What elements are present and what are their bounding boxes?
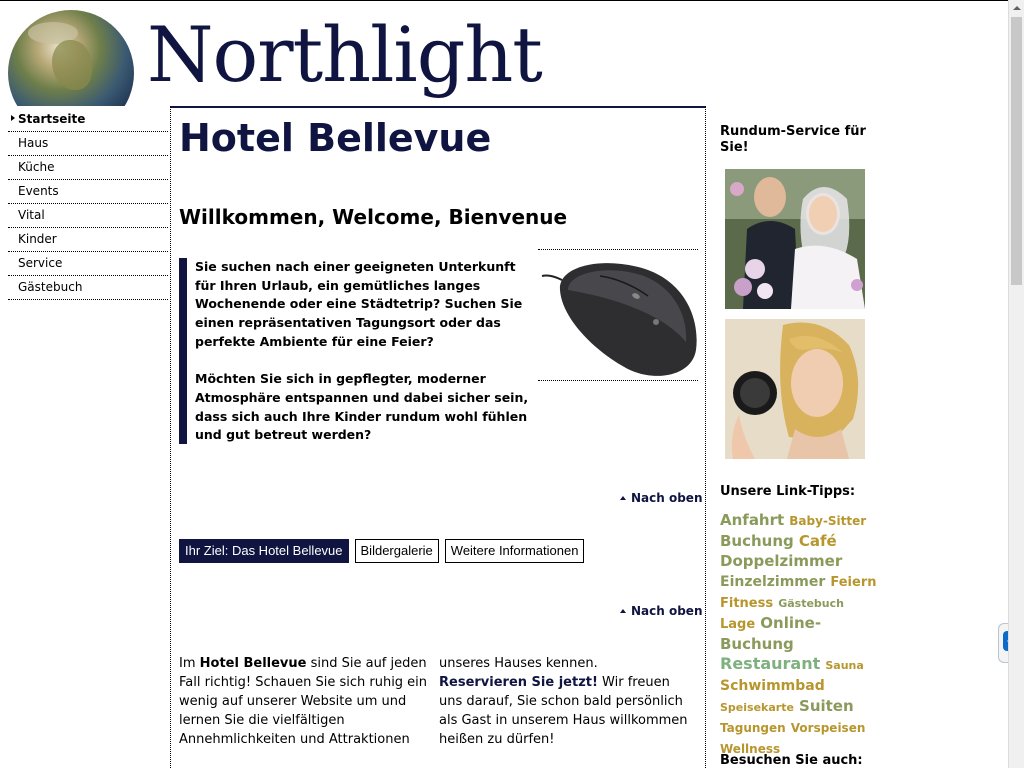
link-tip-tag[interactable]: Fitness (720, 596, 774, 611)
service-heading: Rundum-Service für Sie! (720, 124, 866, 155)
nav-item-haus[interactable] (8, 132, 168, 156)
back-to-top-label: Nach oben (631, 491, 703, 505)
nav-item-kueche[interactable] (8, 156, 168, 180)
nav-label: Service (18, 256, 63, 270)
back-to-top-label: Nach oben (631, 604, 703, 618)
nav-item-events[interactable] (8, 180, 168, 204)
nav-item-service[interactable] (8, 252, 168, 276)
nav-label: Vital (18, 208, 45, 222)
nav-label: Startseite (18, 112, 86, 126)
nav-item-gaestebuch[interactable] (8, 276, 168, 300)
link-tip-tag[interactable]: Online-Buchung (720, 614, 822, 653)
back-to-top-link-1[interactable] (620, 491, 703, 505)
hotel-name-bold: Hotel Bellevue (199, 656, 307, 671)
link-tip-tag[interactable]: Doppelzimmer (720, 552, 843, 570)
link-tip-tag[interactable]: Buchung (720, 532, 794, 550)
link-tip-tag[interactable]: Speisekarte (720, 701, 794, 714)
main-content (170, 106, 706, 768)
body-text: sind Sie auf jeden Fall richtig! Schauen Sie sich ruhig ein wenig auf unserer Website um und lernen Sie die vielfältigen Annehmlichkeiten und Attraktionen (179, 656, 428, 747)
arrow-up-icon (1013, 6, 1021, 10)
nav-item-startseite[interactable] (8, 108, 168, 132)
nav-label: Küche (18, 160, 55, 174)
link-tip-tag[interactable]: Schwimmbad (720, 678, 825, 694)
body-text: Im (179, 656, 200, 671)
nav-label: Gästebuch (18, 280, 83, 294)
nav-label: Events (18, 184, 59, 198)
site-logo[interactable]: Northlight (147, 10, 542, 99)
link-tip-tag[interactable]: Restaurant (720, 654, 821, 673)
intro-paragraph-2: Möchten Sie sich in gepflegter, moderner Atmosphäre entspannen und dabei sicher sein, dass sich auch Ihre Kinder rundum wohl fühlen und gut betreut werden? (195, 371, 529, 443)
link-tip-tag[interactable]: Suiten (799, 697, 854, 715)
link-tip-tag[interactable]: Wellness (720, 742, 781, 756)
back-to-top-link-2[interactable] (620, 604, 703, 618)
content-tabs (179, 539, 584, 563)
wedding-photo (725, 169, 865, 309)
page-title: Hotel Bellevue (179, 116, 492, 160)
body-text: unseres Hauses kennen. (439, 656, 598, 671)
welcome-heading: Willkommen, Welcome, Bienvenue (179, 205, 568, 229)
top-border (0, 0, 1008, 1)
arrow-up-icon (620, 609, 626, 613)
body-text: Wir freuen uns darauf, Sie schon bald persönlich als Gast in unserem Haus willkommen heißen zu dürfen! (439, 675, 688, 747)
link-tip-tag[interactable]: Sauna (825, 659, 864, 672)
link-tip-tag[interactable]: Gästebuch (778, 597, 844, 610)
link-tip-tag[interactable]: Lage (720, 617, 756, 632)
link-tips-heading: Unsere Link-Tipps: (720, 484, 856, 499)
tab-bildergalerie[interactable]: Bildergalerie (355, 539, 439, 563)
body-text-right (439, 654, 689, 749)
globe-logo-image (8, 10, 134, 106)
link-tip-tag[interactable]: Vorspeisen (790, 721, 866, 735)
reserve-link[interactable]: Reservieren Sie jetzt! (439, 675, 598, 690)
woman-mirror-photo (725, 319, 865, 459)
computer-mouse-image (538, 249, 698, 381)
nav-label: Kinder (18, 232, 57, 246)
tab-hotel-bellevue[interactable]: Ihr Ziel: Das Hotel Bellevue (179, 539, 349, 563)
link-tip-tag[interactable]: Anfahrt (720, 511, 785, 529)
scroll-up-button[interactable] (1009, 0, 1024, 16)
intro-paragraph-1: Sie suchen nach einer geeigneten Unterkunft für Ihren Urlaub, ein gemütliches langes Wochenende oder eine Städtetrip? Suchen Sie einen repräsentativen Tagungsort oder das perfekte Ambiente für eine Feier? (195, 259, 523, 349)
active-arrow-icon (11, 115, 15, 121)
link-tip-tag[interactable]: Baby-Sitter (789, 514, 867, 528)
nav-item-kinder[interactable] (8, 228, 168, 252)
link-tip-tag[interactable]: Tagungen (720, 721, 786, 735)
visit-heading: Besuchen Sie auch: (720, 753, 863, 768)
intro-text (179, 258, 531, 444)
main-nav (8, 108, 168, 300)
vertical-scrollbar[interactable] (1008, 0, 1024, 768)
scroll-thumb[interactable] (1011, 17, 1022, 285)
tab-weitere-informationen[interactable]: Weitere Informationen (445, 539, 585, 563)
body-text-left (179, 654, 429, 749)
nav-label: Haus (18, 136, 49, 150)
nav-item-vital[interactable] (8, 204, 168, 228)
link-tip-tag[interactable]: Einzelzimmer (720, 574, 826, 590)
tag-cloud (720, 510, 880, 759)
arrow-up-icon (620, 496, 626, 500)
link-tip-tag[interactable]: Café (798, 532, 837, 550)
link-tip-tag[interactable]: Feiern (830, 575, 877, 590)
